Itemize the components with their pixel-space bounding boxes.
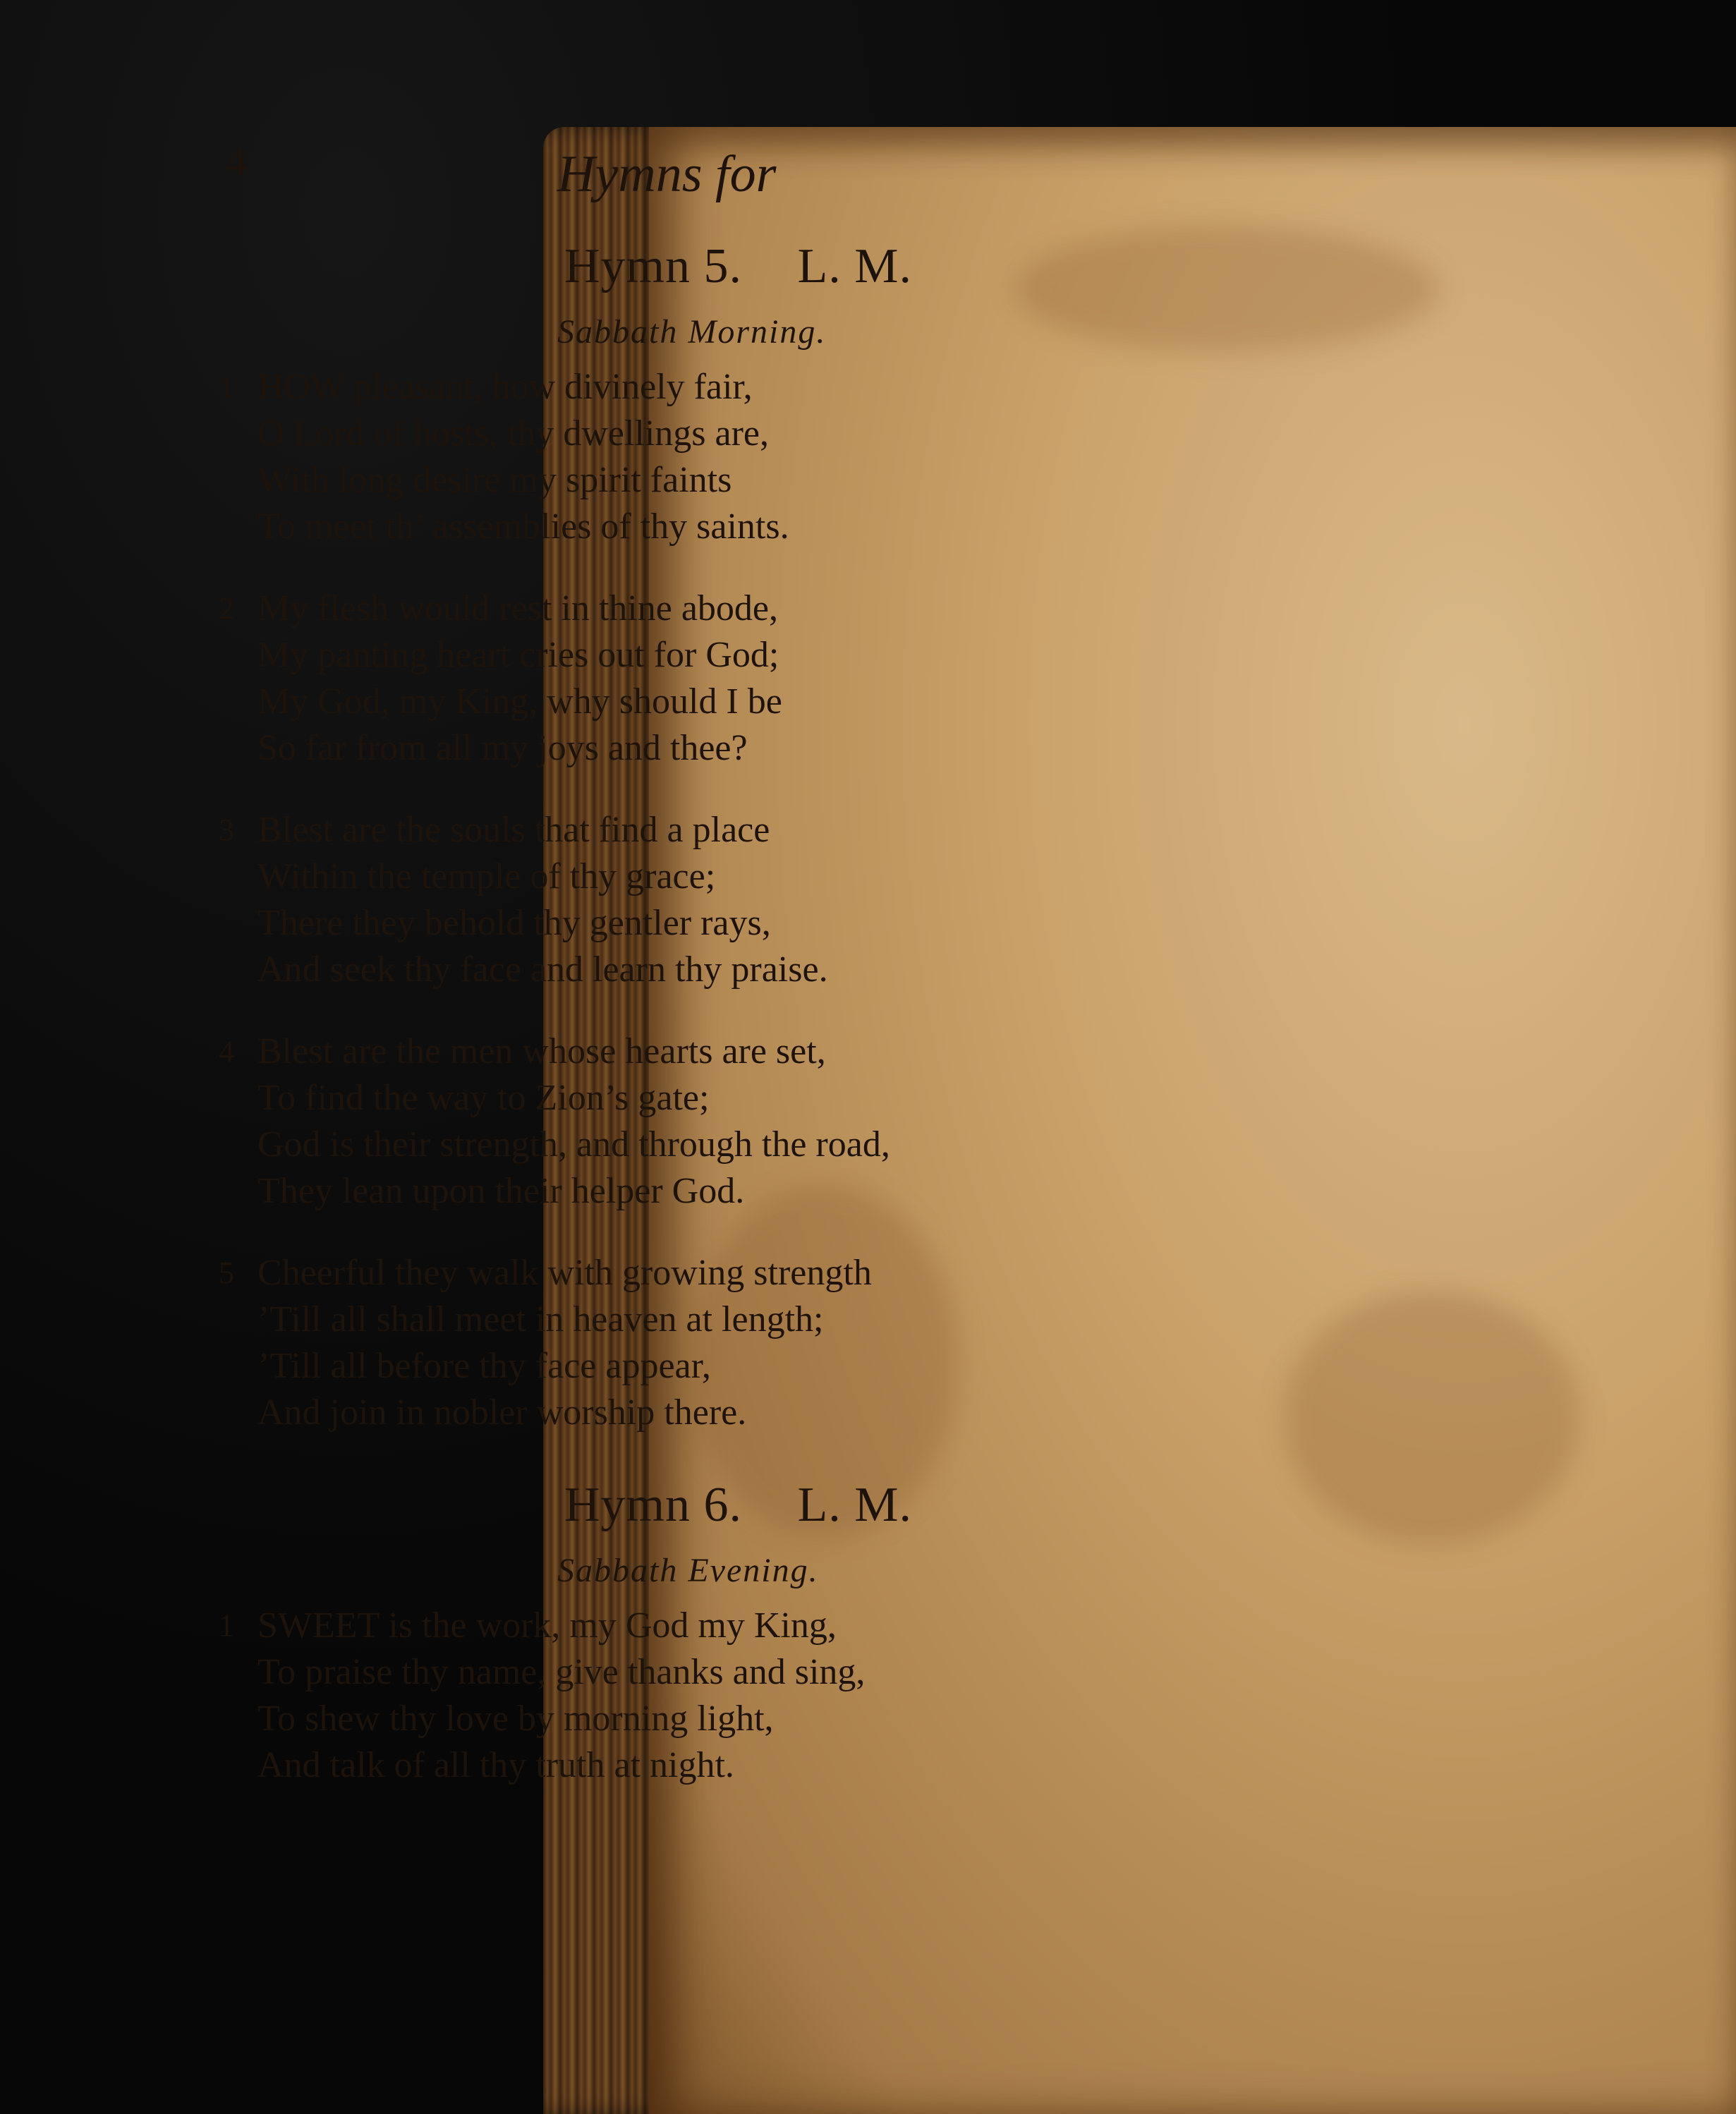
- verse-line: And talk of all thy truth at night.: [257, 1745, 734, 1785]
- page-number: 4: [226, 138, 247, 185]
- verse-number: 2: [219, 591, 234, 626]
- verse-line: And seek thy face and learn thy praise.: [257, 949, 828, 990]
- hymn-meter: L. M.: [797, 239, 912, 293]
- verse: [219, 1603, 1107, 1789]
- verse-line: So far from all my joys and thee?: [257, 728, 748, 768]
- verse-line: My flesh would rest in thine abode,: [257, 588, 778, 628]
- verse: [219, 807, 1107, 993]
- verse-line: With long desire my spirit faints: [257, 460, 732, 500]
- verse: [219, 585, 1107, 772]
- verse-line: And join in nobler worship there.: [257, 1392, 747, 1433]
- verse-line: To praise thy name, give thanks and sing,: [257, 1652, 866, 1692]
- hymn-title: [219, 1471, 1107, 1539]
- hymn-meter: L. M.: [797, 1478, 912, 1532]
- verse-number: 5: [219, 1256, 234, 1290]
- verse-line: Cheerful they walk with growing strength: [257, 1253, 872, 1293]
- hymn-number: Hymn 5.: [564, 239, 742, 293]
- verse-line: Blest are the men whose hearts are set,: [257, 1031, 826, 1071]
- verse-line: Within the temple of thy grace;: [257, 856, 716, 897]
- verse-line: SWEET is the work, my God my King,: [257, 1605, 837, 1646]
- verse-line: ’Till all shall meet in heaven at length;: [257, 1299, 824, 1340]
- verse-line: God is their strength, and through the road,: [257, 1124, 890, 1165]
- verse-number: 1: [219, 1608, 234, 1643]
- verse-number: 1: [219, 370, 234, 404]
- running-head-title: Hymns for: [557, 145, 777, 203]
- hymn-subtitle: Sabbath Evening.: [557, 1552, 819, 1589]
- hymn-subtitle: Sabbath Morning.: [557, 313, 827, 351]
- verse-line: They lean upon their helper God.: [257, 1171, 745, 1211]
- text-column: [219, 233, 1107, 1824]
- hymn-5: [219, 233, 1107, 1436]
- verse-number: 3: [219, 813, 234, 847]
- running-head: [226, 138, 1002, 222]
- verse-line: To shew thy love by morning light,: [257, 1699, 774, 1739]
- verse-line: There they behold thy gentler rays,: [257, 903, 771, 943]
- verse-line: HOW pleasant, how divinely fair,: [257, 367, 753, 407]
- page-stain: [1284, 1291, 1580, 1545]
- verse-line: To meet th’ assemblies of thy saints.: [257, 506, 789, 547]
- verse: [219, 1250, 1107, 1436]
- verse-line: O Lord of hosts, thy dwellings are,: [257, 413, 770, 454]
- verse-line: Blest are the souls that find a place: [257, 810, 770, 850]
- verse-line: My God, my King, why should I be: [257, 681, 782, 722]
- hymn-title: [219, 233, 1107, 300]
- hymn-number: Hymn 6.: [564, 1478, 742, 1532]
- verse-line: ’Till all before thy face appear,: [257, 1346, 711, 1386]
- hymn-6: [219, 1471, 1107, 1789]
- verse-line: My panting heart cries out for God;: [257, 635, 779, 675]
- verse: [219, 1028, 1107, 1215]
- verse: [219, 364, 1107, 550]
- verse-number: 4: [219, 1034, 234, 1069]
- verse-line: To find the way to Zion’s gate;: [257, 1078, 710, 1118]
